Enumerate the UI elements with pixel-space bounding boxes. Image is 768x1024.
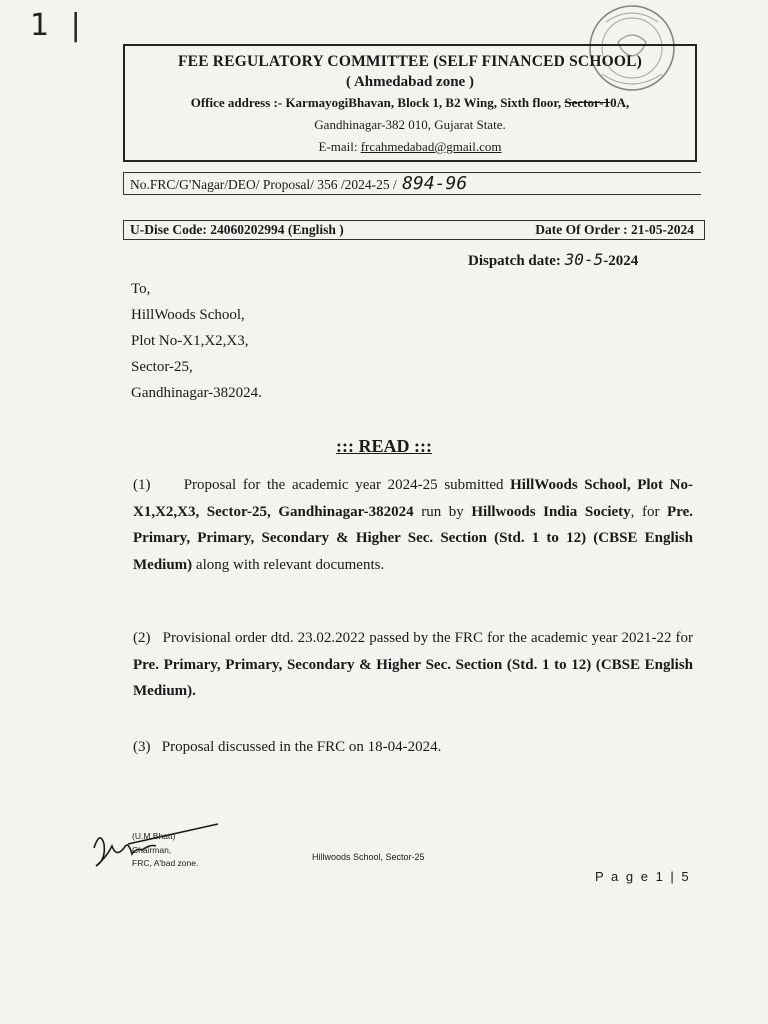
read-heading: ::: READ ::: xyxy=(336,436,432,456)
page-corner-mark: 1 | xyxy=(30,8,87,43)
read-item-1 xyxy=(133,472,693,578)
dispatch-year: -2024 xyxy=(603,253,639,269)
address-to: To, xyxy=(131,281,151,297)
item-number: (2) xyxy=(133,630,151,646)
item-text: along with relevant documents. xyxy=(192,556,385,573)
item-bold-text: Hillwoods India Society xyxy=(471,503,631,520)
udise-code: U-Dise Code: 24060202994 (English ) xyxy=(130,222,344,237)
office-address-prefix: Office address :- KarmayogiBhavan, Block 1, B2 Wing, Sixth floor, xyxy=(190,95,565,110)
address-line: Plot No-X1,X2,X3, xyxy=(131,333,249,349)
item-bold-text: Pre. Primary, Primary, Secondary & Higher Sec. Section (Std. 1 to 12) (CBSE English Medium) xyxy=(133,503,693,573)
address-line: Sector-25, xyxy=(131,359,193,375)
udise-bar xyxy=(123,220,705,240)
office-city: Gandhinagar-382 010, Gujarat State. xyxy=(314,117,506,132)
signatory-name: (U.M.Bhatt) xyxy=(132,831,176,841)
reference-number: No.FRC/G'Nagar/DEO/ Proposal/ 356 /2024-25 / xyxy=(130,177,397,192)
office-email xyxy=(125,139,695,155)
committee-title: FEE REGULATORY COMMITTEE (SELF FINANCED SCHOOL) xyxy=(177,53,642,70)
signatory-designation: Chairman, xyxy=(132,844,172,855)
email-link[interactable]: frcahmedabad@gmail.com xyxy=(360,139,502,154)
item-text: , for xyxy=(630,503,668,520)
office-address xyxy=(125,95,695,111)
item-bold-text: HillWoods School, Plot No-X1,X2,X3, Sector-25, Gandhinagar-382024 xyxy=(133,477,694,520)
dispatch-date xyxy=(468,250,638,270)
dispatch-label: Dispatch date: xyxy=(468,253,565,269)
signatory-office: FRC, A'bad zone. xyxy=(132,858,199,868)
read-item-3 xyxy=(133,734,693,761)
read-item-2 xyxy=(133,625,693,705)
item-text: run by xyxy=(413,503,472,520)
address-line: Gandhinagar-382024. xyxy=(131,385,262,401)
dispatch-handwritten: 30-5 xyxy=(564,250,604,269)
recipient-address xyxy=(131,276,262,406)
letterhead-box xyxy=(123,44,697,162)
item-text: Provisional order dtd. 23.02.2022 passed by the FRC for the academic year 2021-22 for xyxy=(162,630,694,646)
email-label: E-mail: xyxy=(318,139,361,154)
footer-doc-label: Hillwoods School, Sector-25 xyxy=(312,852,425,862)
item-text: Proposal discussed in the FRC on 18-04-2024. xyxy=(161,739,442,755)
item-number: (1) xyxy=(133,477,151,493)
date-of-order: Date Of Order : 21-05-2024 xyxy=(535,222,694,237)
item-bold-text: Pre. Primary, Primary, Secondary & Higher Sec. Section (Std. 1 to 12) (CBSE English Medium). xyxy=(133,656,693,699)
reference-number-bar xyxy=(123,172,701,195)
reference-handwritten: 894-96 xyxy=(402,173,468,194)
signature-block xyxy=(132,830,198,871)
page-number: P a g e 1 | 5 xyxy=(595,869,691,884)
address-line: HillWoods School, xyxy=(131,307,245,323)
office-address-struck: Sector-1 xyxy=(564,95,611,110)
item-text: Proposal for the academic year 2024-25 submitted xyxy=(183,477,511,493)
committee-zone: ( Ahmedabad zone ) xyxy=(346,74,474,90)
item-number: (3) xyxy=(133,739,151,755)
office-address-suffix: 0A, xyxy=(610,95,630,110)
